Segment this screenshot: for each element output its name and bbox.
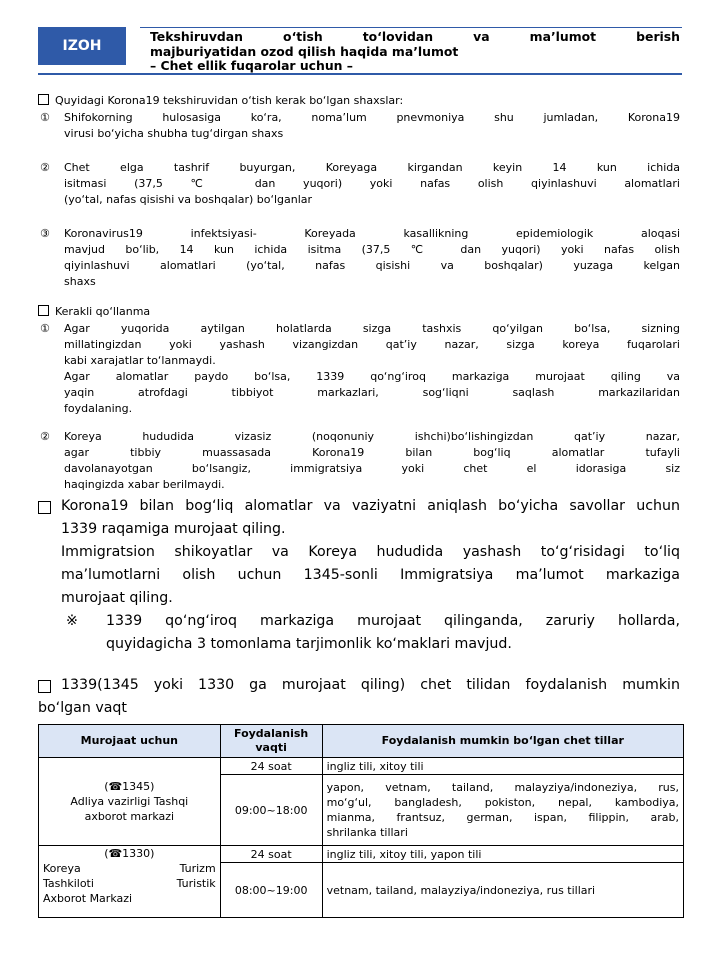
paragraph-line: 1339 raqamiga murojaat qiling. <box>61 521 286 537</box>
item-line: millatingizdan yoki yashash vizangizdan qat’iy nazar, sizga koreya fuqarolari <box>64 338 680 351</box>
org-line: Koreya Turizm <box>43 862 216 875</box>
list-item <box>38 429 680 493</box>
item-line: mavjud bo‘lib, 14 kun ichida isitma (37,5 ℃ dan yuqori) yoki nafas olish <box>64 243 680 256</box>
item-line: haqingizda xabar berilmaydi. <box>64 478 225 491</box>
section-language-hours <box>38 674 680 720</box>
title-line: Tekshiruvdan o‘tish to‘lovidan va ma’lumot berish <box>150 29 680 44</box>
section-contact-info <box>38 495 680 656</box>
list-item <box>38 160 680 208</box>
paragraph-line: Immigratsion shikoyatlar va Koreya hududida yashash to‘g‘risidagi to‘liq <box>61 544 680 560</box>
note <box>38 610 680 656</box>
item-line: Agar alomatlar paydo bo‘lsa, 1339 qo‘ng‘iroq markaziga murojaat qiling va <box>64 370 680 383</box>
org-line: axborot markazi <box>84 810 175 823</box>
item-number: ② <box>40 430 50 443</box>
item-line: virusi bo‘yicha shubha tug‘dirgan shaxs <box>64 127 284 140</box>
languages-cell <box>322 846 683 863</box>
languages-line: shrilanka tillari <box>326 826 408 839</box>
note-badge: IZOH <box>38 27 126 65</box>
paragraph-line: bo‘lgan vaqt <box>38 700 127 716</box>
checkbox-bullet-icon <box>38 501 51 514</box>
header-bottom-rule <box>38 73 682 75</box>
reference-mark-icon: ※ <box>66 613 78 629</box>
item-line: agar tibbiy muassasada Korona19 bilan bog‘liq alomatlar tufayli <box>64 446 680 459</box>
item-line: foydalaning. <box>64 402 133 415</box>
languages-line: vetnam, tailand, malayziya/indoneziya, rus tillari <box>326 883 596 897</box>
org-line: Axborot Markazi <box>43 892 133 905</box>
item-line: Koreya hududida vizasiz (noqonuniy ishchi)bo‘lishingizdan qat’iy nazar, <box>64 430 680 443</box>
languages-line: yapon, vetnam, tailand, malayziya/indoneziya, rus, <box>326 781 679 794</box>
paragraph-line: 1339(1345 yoki 1330 ga murojaat qiling) chet tilidan foydalanish mumkin <box>61 677 680 693</box>
item-number: ① <box>40 111 50 124</box>
checkbox-bullet-icon <box>38 94 49 105</box>
checkbox-bullet-icon <box>38 680 51 693</box>
languages-line: ingliz tili, xitoy tili, yapon tili <box>326 847 482 861</box>
header-top-rule <box>140 27 682 28</box>
checkbox-bullet-icon <box>38 305 49 316</box>
table-row <box>39 846 684 863</box>
table-row <box>39 758 684 775</box>
languages-cell <box>322 863 683 918</box>
paragraph-line: Korona19 bilan bog‘liq alomatlar va vaziyatni aniqlash bo‘yicha savollar uchun <box>61 498 680 514</box>
paragraph-line: murojaat qiling. <box>61 590 173 606</box>
org-line: Tashkiloti Turistik <box>43 877 216 890</box>
item-line: Chet elga tashrif buyurgan, Koreyaga kirgandan keyin 14 kun ichida <box>64 161 680 174</box>
item-line: Shifokorning hulosasiga ko‘ra, noma’lum pnevmoniya shu jumladan, Korona19 <box>64 111 680 124</box>
languages-cell <box>322 775 683 846</box>
languages-line: mianma, frantsuz, german, ispan, filippin, arab, <box>326 811 679 824</box>
section-heading: Quyidagi Korona19 tekshiruvidan o‘tish kerak bo‘lgan shaxslar: <box>55 94 404 107</box>
section-testing-required <box>38 93 680 290</box>
contact-cell <box>39 846 221 918</box>
list-item <box>38 110 680 142</box>
title-subtitle: – Chet ellik fuqarolar uchun – <box>150 58 353 73</box>
languages-line: ingliz tili, xitoy tili <box>326 759 424 773</box>
contact-cell <box>39 758 221 846</box>
phone-number: (☎1345) <box>104 780 155 793</box>
column-header: Foydalanish vaqti <box>220 725 322 758</box>
org-line: Adliya vazirligi Tashqi <box>70 795 189 808</box>
item-line: yaqin atrofdagi tibbiyot markazlari, sog‘liqni saqlash markazilaridan <box>64 386 680 399</box>
list-item <box>38 321 680 417</box>
list-item <box>38 226 680 290</box>
item-line: (yo‘tal, nafas qisishi va boshqalar) bo‘lganlar <box>64 193 313 206</box>
item-line: davolanayotgan bo‘lsangiz, immigratsiya yoki chet el idorasiga siz <box>64 462 680 475</box>
item-line: kabi xarajatlar to‘lanmaydi. <box>64 354 216 367</box>
phone-number: (☎1330) <box>104 847 155 860</box>
item-number: ② <box>40 161 50 174</box>
item-line: Koronavirus19 infektsiyasi- Koreyada kasallikning epidemiologik aloqasi <box>64 227 680 240</box>
item-line: isitmasi (37,5 ℃ dan yuqori) yoki nafas olish qiyinlashuvi alomatlari <box>64 177 680 190</box>
table-header-row <box>39 725 684 758</box>
item-number: ① <box>40 322 50 335</box>
time-cell: 08:00~19:00 <box>220 863 322 918</box>
time-cell: 24 soat <box>220 846 322 863</box>
item-line: shaxs <box>64 275 96 288</box>
languages-cell <box>322 758 683 775</box>
item-line: qiyinlashuvi alomatlari (yo‘tal, nafas qisishi va boshqalar) yuzaga kelgan <box>64 259 680 272</box>
document-title <box>150 30 680 74</box>
time-cell: 24 soat <box>220 758 322 775</box>
section-guidance <box>38 304 680 493</box>
item-line: Agar yuqorida aytilgan holatlarda sizga tashxis qo‘yilgan bo‘lsa, sizning <box>64 322 680 335</box>
paragraph-line: ma’lumotlarni olish uchun 1345-sonli Immigratsiya ma’lumot markaziga <box>61 567 680 583</box>
note-line: quyidagicha 3 tomonlama tarjimonlik ko‘maklari mavjud. <box>106 636 512 652</box>
column-header: Foydalanish mumkin bo‘lgan chet tillar <box>322 725 683 758</box>
language-service-table <box>38 724 684 918</box>
title-line: majburiyatidan ozod qilish haqida ma’lumot <box>150 43 459 59</box>
languages-line: mo‘g‘ul, bangladesh, pokiston, nepal, kambodiya, <box>326 796 679 809</box>
column-header: Murojaat uchun <box>39 725 221 758</box>
item-number: ③ <box>40 227 50 240</box>
time-cell: 09:00~18:00 <box>220 775 322 846</box>
note-line: 1339 qo‘ng‘iroq markaziga murojaat qilinganda, zaruriy hollarda, <box>106 613 680 629</box>
section-heading: Kerakli qo‘llanma <box>55 305 151 318</box>
